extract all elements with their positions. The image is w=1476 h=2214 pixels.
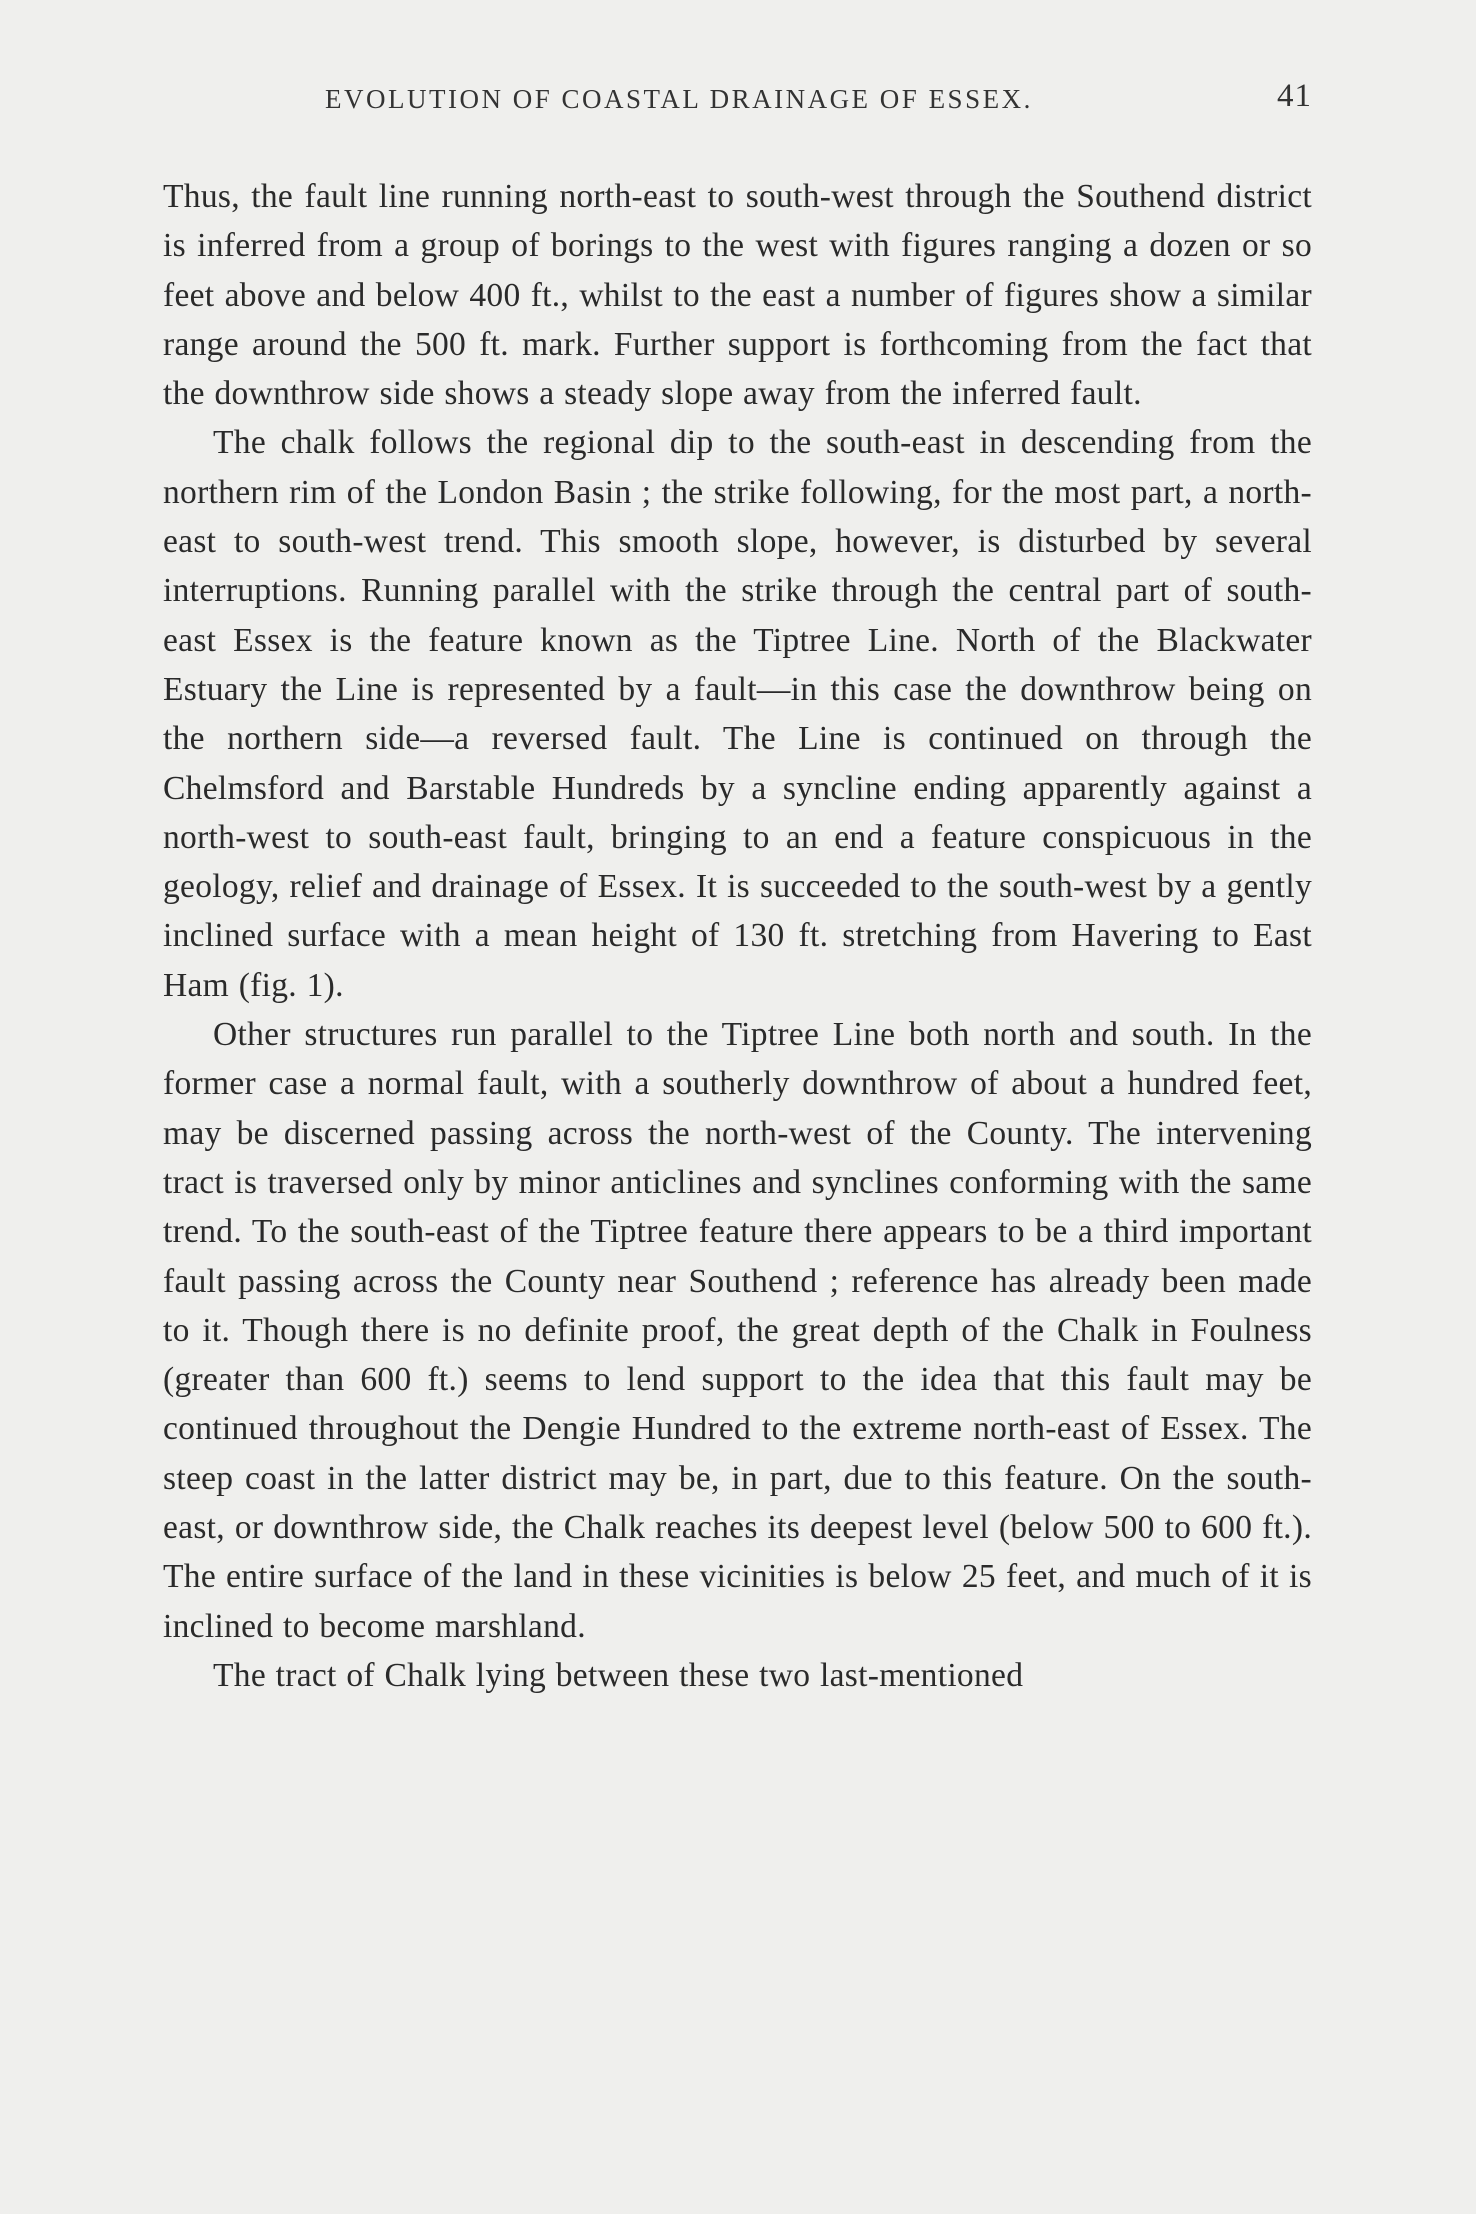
paragraph: Other structures run parallel to the Tiptree Line both north and south. In the former case a normal fault, with a southerly downthrow of about a hundred feet, may be discerned passing across the north-west of the County. The intervening tract is traversed only by minor anticlines and synclines conforming with the same trend. To the south-east of the Tiptree feature there appears to be a third important fault passing across the County near Southend ; reference has already been made to it. Though there is no definite proof, the great depth of the Chalk in Foulness (greater than 600 ft.) seems to lend support to the idea that this fault may be continued throughout the Dengie Hundred to the extreme north-east of Essex. The steep coast in the latter district may be, in part, due to this feature. On the south-east, or downthrow side, the Chalk reaches its deepest level (below 500 to 600 ft.). The entire surface of the land in these vicinities is below 25 feet, and much of it is inclined to become marshland. [163, 1016, 1312, 1645]
paragraph: The tract of Chalk lying between these two last-mentioned [213, 1656, 1024, 1694]
paragraph: Thus, the fault line running north-east to south-west through the Southend district is inferred from a group of borings to the west with figures ranging a dozen or so feet above and below 400 ft., whilst to the east a number of figures show a similar range around the 500 ft. mark. Further support is forthcoming from the fact that the downthrow side shows a steady slope away from the inferred fault. [163, 178, 1312, 413]
page-number: 41 [1277, 78, 1312, 114]
paragraph: The chalk follows the regional dip to the south-east in descending from the northern rim of the London Basin ; the strike following, for the most part, a north-east to south-west trend. This smooth slope, however, is disturbed by several interruptions. Running parallel with the strike through the central part of south-east Essex is the feature known as the Tiptree Line. North of the Blackwater Estuary the Line is represented by a fault—in this case the downthrow being on the northern side—a reversed fault. The Line is continued on through the Chelmsford and Barstable Hundreds by a syncline ending apparently against a north-west to south-east fault, bringing to an end a feature conspicuous in the geology, relief and drainage of Essex. It is succeeded to the south-west by a gently inclined surface with a mean height of 130 ft. stretching from Havering to East Ham (fig. 1). [163, 424, 1312, 1004]
running-head [163, 70, 1312, 130]
running-title: EVOLUTION OF COASTAL DRAINAGE OF ESSEX. [325, 84, 1033, 114]
book-page [163, 70, 1312, 1700]
body-text [163, 172, 1312, 1700]
